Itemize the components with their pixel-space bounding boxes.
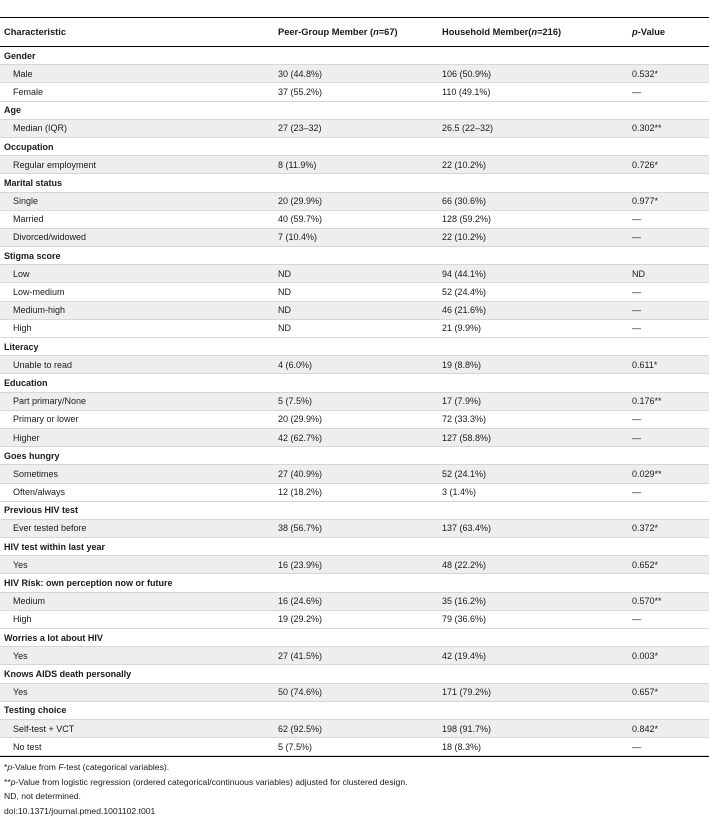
p-value: 0.372* (632, 523, 659, 534)
table-row (0, 320, 709, 338)
row-label: Part primary/None (13, 396, 87, 407)
section-header-row (0, 574, 709, 592)
household-value: 66 (30.6%) (442, 196, 487, 207)
household-value: 52 (24.4%) (442, 287, 487, 298)
household-value: 52 (24.1%) (442, 468, 487, 479)
header-peer-label: Peer-Group Member ( (278, 27, 374, 37)
peer-group-value: 37 (55.2%) (278, 86, 323, 97)
table-row (0, 484, 709, 502)
row-label: Medium-high (13, 305, 66, 316)
table-header (0, 18, 709, 47)
table-row (0, 465, 709, 483)
row-label: Yes (13, 687, 28, 698)
household-value: 127 (58.8%) (442, 432, 492, 443)
p-value: 0.302** (632, 123, 662, 134)
footnote-text: -Value from (12, 762, 59, 773)
household-value: 48 (22.2%) (442, 559, 487, 570)
household-value: 17 (7.9%) (442, 396, 482, 407)
section-label: Knows AIDS death personally (4, 668, 132, 679)
row-label: Self-test + VCT (13, 723, 75, 734)
table-row (0, 83, 709, 101)
header-p-label: -Value (637, 27, 666, 37)
peer-group-value: 4 (6.0%) (278, 359, 313, 370)
peer-group-value: 8 (11.9%) (278, 159, 317, 170)
peer-group-value: 62 (92.5%) (278, 723, 323, 734)
p-value: — (632, 741, 641, 752)
peer-group-value: 5 (7.5%) (278, 396, 313, 407)
section-label: HIV test within last year (4, 541, 106, 552)
section-label: Stigma score (4, 250, 61, 261)
peer-group-value: 40 (59.7%) (278, 214, 323, 225)
peer-group-value: 27 (41.5%) (278, 650, 323, 661)
household-value: 3 (1.4%) (442, 487, 477, 498)
row-label: Regular employment (13, 159, 97, 170)
header-p-value (628, 27, 709, 37)
table-row (0, 411, 709, 429)
section-header-row (0, 665, 709, 683)
peer-group-value: 50 (74.6%) (278, 687, 323, 698)
table-container (0, 17, 709, 818)
household-value: 26.5 (22–32) (442, 123, 494, 134)
p-value: — (632, 232, 641, 243)
household-value: 35 (16.2%) (442, 596, 487, 607)
row-label: Male (13, 68, 33, 79)
table-row (0, 120, 709, 138)
row-label: Primary or lower (13, 414, 79, 425)
section-header-row (0, 102, 709, 120)
peer-group-value: 30 (44.8%) (278, 68, 323, 79)
household-value: 22 (10.2%) (442, 159, 487, 170)
table-row (0, 611, 709, 629)
table-row (0, 302, 709, 320)
p-value: — (632, 305, 641, 316)
footnote-nd: ND, not determined. (4, 791, 81, 802)
household-value: 42 (19.4%) (442, 650, 487, 661)
footnote-text: -Value from logistic regression (ordered categorical/continuous variables) adjusted for clustered design. (15, 776, 408, 787)
peer-group-value: 16 (23.9%) (278, 559, 323, 570)
table-row (0, 156, 709, 174)
row-label: Female (13, 86, 44, 97)
section-header-row (0, 338, 709, 356)
peer-group-value: 12 (18.2%) (278, 487, 323, 498)
section-label: Occupation (4, 141, 54, 152)
p-value: 0.532* (632, 68, 659, 79)
peer-group-value: ND (278, 305, 291, 316)
row-label: Unable to read (13, 359, 73, 370)
peer-group-value: 7 (10.4%) (278, 232, 318, 243)
header-peer-n-var: n (373, 27, 379, 37)
row-label: Yes (13, 650, 28, 661)
peer-group-value: ND (278, 323, 291, 334)
p-value: 0.977* (632, 196, 659, 207)
row-label: High (13, 614, 32, 625)
section-label: Previous HIV test (4, 505, 79, 516)
section-label: Marital status (4, 177, 63, 188)
section-header-row (0, 47, 709, 65)
row-label: Yes (13, 559, 28, 570)
footnote-p-var: p (7, 762, 13, 773)
header-household-n-var: n (531, 27, 538, 37)
footnote-text: -test (categorical variables). (63, 762, 170, 773)
row-label: Low (13, 268, 30, 279)
row-label: Married (13, 214, 44, 225)
p-value: — (632, 287, 641, 298)
row-label: Ever tested before (13, 523, 87, 534)
household-value: 19 (8.8%) (442, 359, 482, 370)
p-value: 0.003* (632, 650, 659, 661)
peer-group-value: ND (278, 287, 291, 298)
section-label: Gender (4, 50, 36, 61)
footnote-mark: ** (4, 776, 11, 787)
peer-group-value: 20 (29.9%) (278, 414, 323, 425)
header-household (438, 27, 628, 37)
footnote-logistic (4, 775, 709, 789)
section-label: Education (4, 377, 48, 388)
table-row (0, 520, 709, 538)
section-label: Literacy (4, 341, 39, 352)
table-row (0, 556, 709, 574)
section-header-row (0, 447, 709, 465)
peer-group-value: 38 (56.7%) (278, 523, 323, 534)
household-value: 79 (36.6%) (442, 614, 487, 625)
household-value: 106 (50.9%) (442, 68, 492, 79)
section-header-row (0, 174, 709, 192)
footnote-p-var: p (10, 776, 16, 787)
table-row (0, 647, 709, 665)
row-label: Median (IQR) (13, 123, 68, 134)
household-value: 198 (91.7%) (442, 723, 492, 734)
footnote-f-test (4, 760, 709, 774)
footnote-f-var: F (58, 762, 64, 773)
household-value: 110 (49.1%) (442, 86, 491, 97)
household-value: 18 (8.3%) (442, 741, 482, 752)
row-label: Single (13, 196, 39, 207)
section-label: Goes hungry (4, 450, 60, 461)
table-row (0, 738, 709, 756)
household-value: 94 (44.1%) (442, 268, 487, 279)
table-row (0, 283, 709, 301)
p-value: 0.176** (632, 396, 662, 407)
p-value: 0.029** (632, 468, 662, 479)
section-header-row (0, 702, 709, 720)
p-value: — (632, 487, 641, 498)
p-value: ND (632, 268, 645, 279)
section-header-row (0, 374, 709, 392)
section-header-row (0, 538, 709, 556)
header-peer-n-value: =67) (378, 27, 398, 37)
section-header-row (0, 502, 709, 520)
p-value: — (632, 614, 641, 625)
section-label: Age (4, 105, 22, 116)
table-row (0, 65, 709, 83)
row-label: Medium (13, 596, 46, 607)
peer-group-value: 42 (62.7%) (278, 432, 323, 443)
header-household-n-value: =216) (537, 27, 562, 37)
section-label: Worries a lot about HIV (4, 632, 103, 643)
p-value: — (632, 214, 641, 225)
table-row (0, 356, 709, 374)
table-row (0, 229, 709, 247)
row-label: No test (13, 741, 42, 752)
p-value: — (632, 414, 641, 425)
peer-group-value: 27 (40.9%) (278, 468, 323, 479)
peer-group-value: 19 (29.2%) (278, 614, 323, 625)
header-p-var: p (632, 27, 638, 37)
household-value: 137 (63.4%) (442, 523, 492, 534)
p-value: 0.657* (632, 687, 659, 698)
household-value: 128 (59.2%) (442, 214, 492, 225)
row-label: Low-medium (13, 287, 65, 298)
table-body (0, 47, 709, 756)
header-peer-group (274, 27, 438, 37)
p-value: 0.611* (632, 359, 658, 370)
header-household-label: Household Member( (442, 27, 532, 37)
row-label: Often/always (13, 487, 66, 498)
section-header-row (0, 629, 709, 647)
table-row (0, 211, 709, 229)
p-value: 0.726* (632, 159, 659, 170)
peer-group-value: 5 (7.5%) (278, 741, 313, 752)
household-value: 21 (9.9%) (442, 323, 482, 334)
row-label: Higher (13, 432, 40, 443)
row-label: High (13, 323, 32, 334)
table-row (0, 265, 709, 283)
section-header-row (0, 247, 709, 265)
table-row (0, 720, 709, 738)
row-label: Sometimes (13, 468, 59, 479)
p-value: — (632, 432, 641, 443)
peer-group-value: ND (278, 268, 291, 279)
doi-link[interactable]: doi:10.1371/journal.pmed.1001102.t001 (4, 805, 156, 816)
household-value: 72 (33.3%) (442, 414, 487, 425)
row-label: Divorced/widowed (13, 232, 87, 243)
p-value: 0.570** (632, 596, 662, 607)
table-row (0, 193, 709, 211)
footnotes (0, 757, 709, 818)
p-value: — (632, 86, 641, 97)
p-value: 0.842* (632, 723, 659, 734)
household-value: 46 (21.6%) (442, 305, 487, 316)
peer-group-value: 27 (23–32) (278, 123, 322, 134)
peer-group-value: 20 (29.9%) (278, 196, 323, 207)
table-row (0, 593, 709, 611)
section-label: Testing choice (4, 705, 67, 716)
table-row (0, 393, 709, 411)
header-characteristic: Characteristic (4, 27, 67, 37)
table-row (0, 684, 709, 702)
household-value: 22 (10.2%) (442, 232, 487, 243)
household-value: 171 (79.2%) (442, 687, 492, 698)
p-value: — (632, 323, 641, 334)
footnote-mark: * (4, 762, 8, 773)
section-header-row (0, 138, 709, 156)
section-label: HIV Risk: own perception now or future (4, 578, 173, 589)
peer-group-value: 16 (24.6%) (278, 596, 323, 607)
table-row (0, 429, 709, 447)
p-value: 0.652* (632, 559, 659, 570)
